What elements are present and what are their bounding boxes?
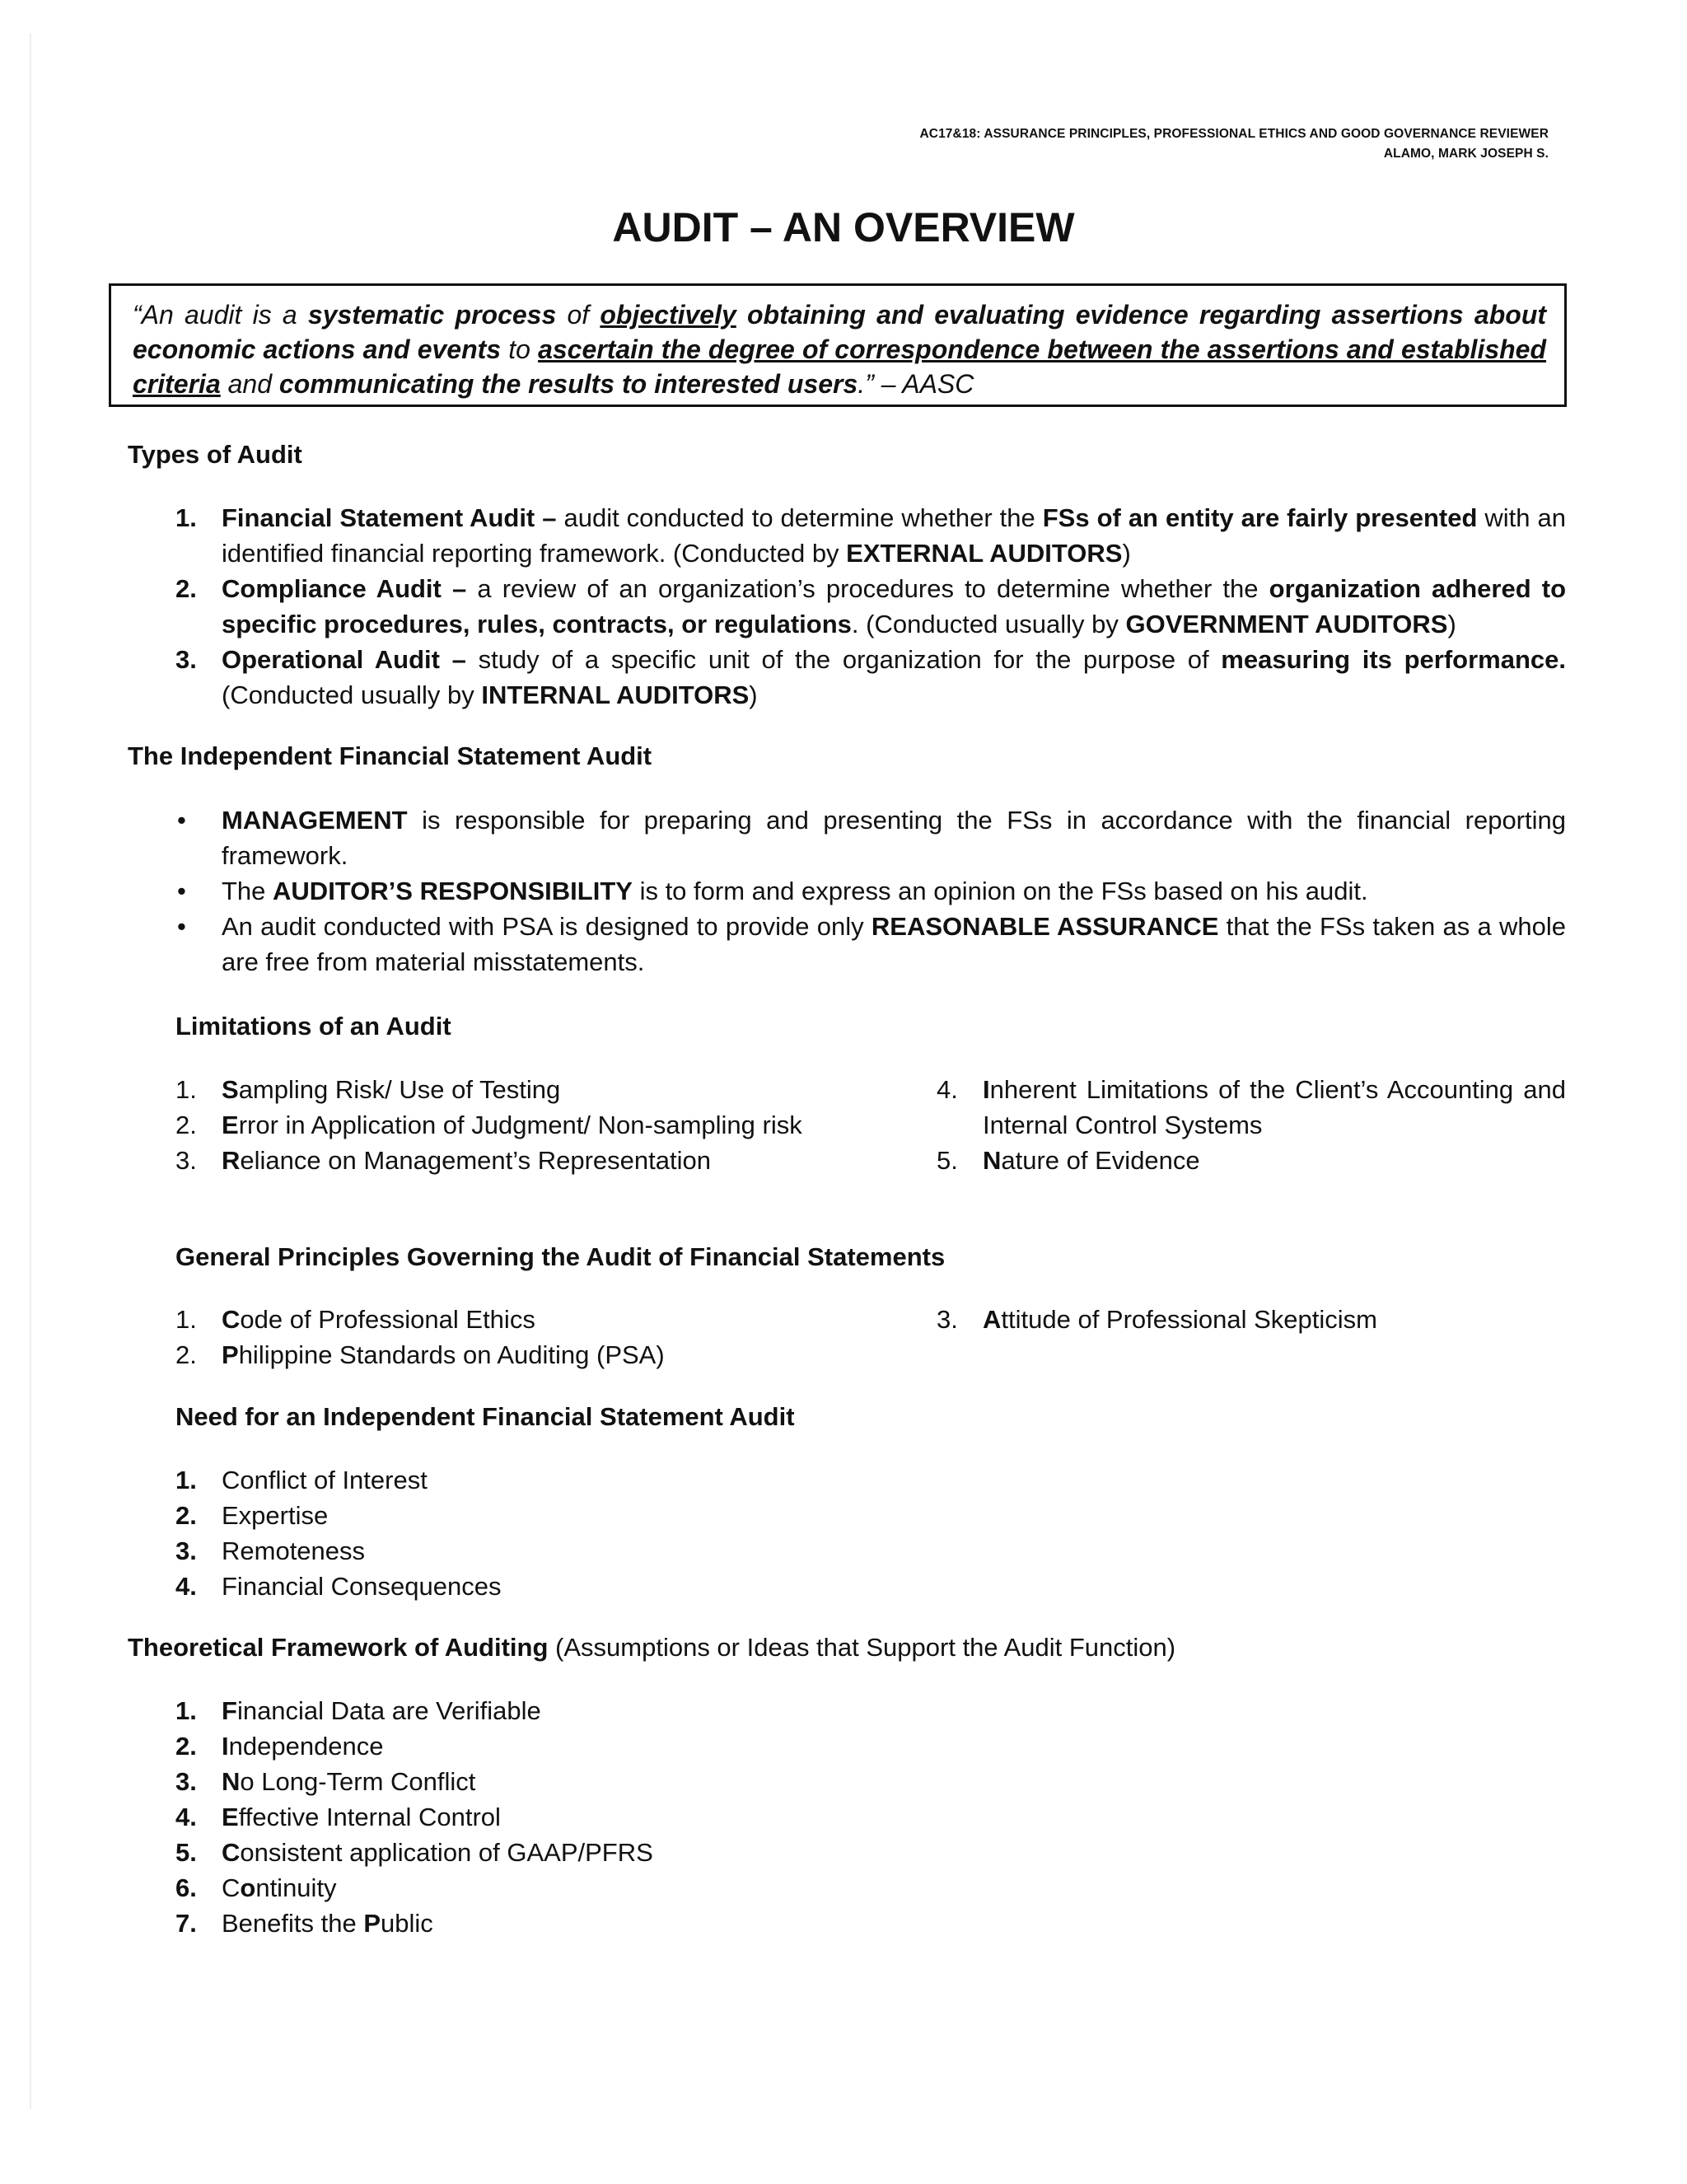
audit-definition-box <box>109 283 1567 407</box>
list-item: 4. Financial Consequences <box>175 1572 502 1601</box>
list-item: 1. Code of Professional Ethics <box>175 1305 535 1334</box>
list-item: 5. Nature of Evidence <box>937 1146 1200 1175</box>
limitations-heading: Limitations of an Audit <box>175 1012 451 1041</box>
definition-line-3: criteria and communicating the results to interested users.” – AASC <box>133 369 974 399</box>
list-item: 1. Financial Data are Verifiable <box>175 1696 541 1725</box>
framework-subheading: (Assumptions or Ideas that Support the Audit Function) <box>548 1633 1176 1662</box>
list-item: 5. Consistent application of GAAP/PFRS <box>175 1838 653 1867</box>
need-heading: Need for an Independent Financial Statement Audit <box>175 1402 795 1431</box>
page-edge-rule <box>30 33 31 2109</box>
list-item: 1. Sampling Risk/ Use of Testing <box>175 1075 561 1104</box>
list-item: 7. Benefits the Public <box>175 1909 433 1938</box>
list-item: 2. Compliance Audit – a review of an organization’s procedures to determine whether the organization adhered to specific procedures, rules, contracts, or regulations. (Conducted usually by GOVERNMENT AUDITORS) <box>175 574 1567 638</box>
general-principles-list-right <box>937 1302 1566 1337</box>
independent-fs-audit-heading: The Independent Financial Statement Audit <box>128 741 652 770</box>
list-item: 1. Conflict of Interest <box>175 1466 428 1494</box>
list-item: 4. Effective Internal Control <box>175 1803 501 1831</box>
page-title: AUDIT – AN OVERVIEW <box>612 204 1075 250</box>
types-of-audit-heading: Types of Audit <box>128 440 302 469</box>
list-item: 4. Inherent Limitations of the Client’s Accounting and Internal Control Systems <box>937 1075 1566 1139</box>
list-item: 6. Continuity <box>175 1873 337 1902</box>
framework-list <box>175 1693 1164 1941</box>
list-item: • An audit conducted with PSA is designed to provide only REASONABLE ASSURANCE that the FSs taken as a whole are free from material misstatements. <box>175 909 1566 980</box>
bullet-glyph: • <box>177 806 186 835</box>
limitations-list-left <box>175 1072 826 1178</box>
independent-fs-audit-bullets <box>175 802 1566 980</box>
document-header <box>920 124 1549 164</box>
list-item: • MANAGEMENT is responsible for preparing and presenting the FSs in accordance with the financial reporting framework. <box>175 802 1566 873</box>
list-item: 1. Financial Statement Audit – audit conducted to determine whether the FSs of an entity are fairly presented with an identified financial reporting framework. (Conducted by EXTERNAL AUDITORS) <box>175 503 1566 568</box>
types-of-audit-list <box>175 500 1566 713</box>
list-item: • The AUDITOR’S RESPONSIBILITY is to form and express an opinion on the FSs based on his audit. <box>175 873 1566 909</box>
definition-line-2: economic actions and events to ascertain the degree of correspondence between the assertions and established <box>133 334 1547 364</box>
list-item: 3. No Long-Term Conflict <box>175 1767 476 1796</box>
list-item: 2. Philippine Standards on Auditing (PSA) <box>175 1340 665 1369</box>
bullet-glyph: • <box>177 912 186 941</box>
list-item: 2. Expertise <box>175 1501 329 1530</box>
definition-line-1: “An audit is a systematic process of objectively obtaining and evaluating evidence regarding assertions about <box>133 300 1547 330</box>
list-item: 3. Operational Audit – study of a specific unit of the organization for the purpose of measuring its performance. (Conducted usually by INTERNAL AUDITORS) <box>175 645 1566 709</box>
general-principles-heading: General Principles Governing the Audit of Financial Statements <box>175 1242 946 1271</box>
list-item: 3. Attitude of Professional Skepticism <box>937 1305 1377 1334</box>
list-item: 2. Error in Application of Judgment/ Non-sampling risk <box>175 1111 802 1139</box>
limitations-list-right <box>937 1072 1566 1178</box>
framework-heading: Theoretical Framework of Auditing (Assumptions or Ideas that Support the Audit Function) <box>128 1633 1176 1662</box>
general-principles-list-left <box>175 1302 826 1373</box>
list-item: 3. Reliance on Management’s Representation <box>175 1146 711 1175</box>
list-item: 3. Remoteness <box>175 1536 366 1565</box>
need-list <box>175 1462 1164 1604</box>
bullet-glyph: • <box>177 877 186 905</box>
author-name: ALAMO, MARK JOSEPH S. <box>1383 147 1549 161</box>
course-title: AC17&18: ASSURANCE PRINCIPLES, PROFESSIONAL ETHICS AND GOOD GOVERNANCE REVIEWER <box>919 127 1549 141</box>
list-item: 2. Independence <box>175 1732 384 1761</box>
